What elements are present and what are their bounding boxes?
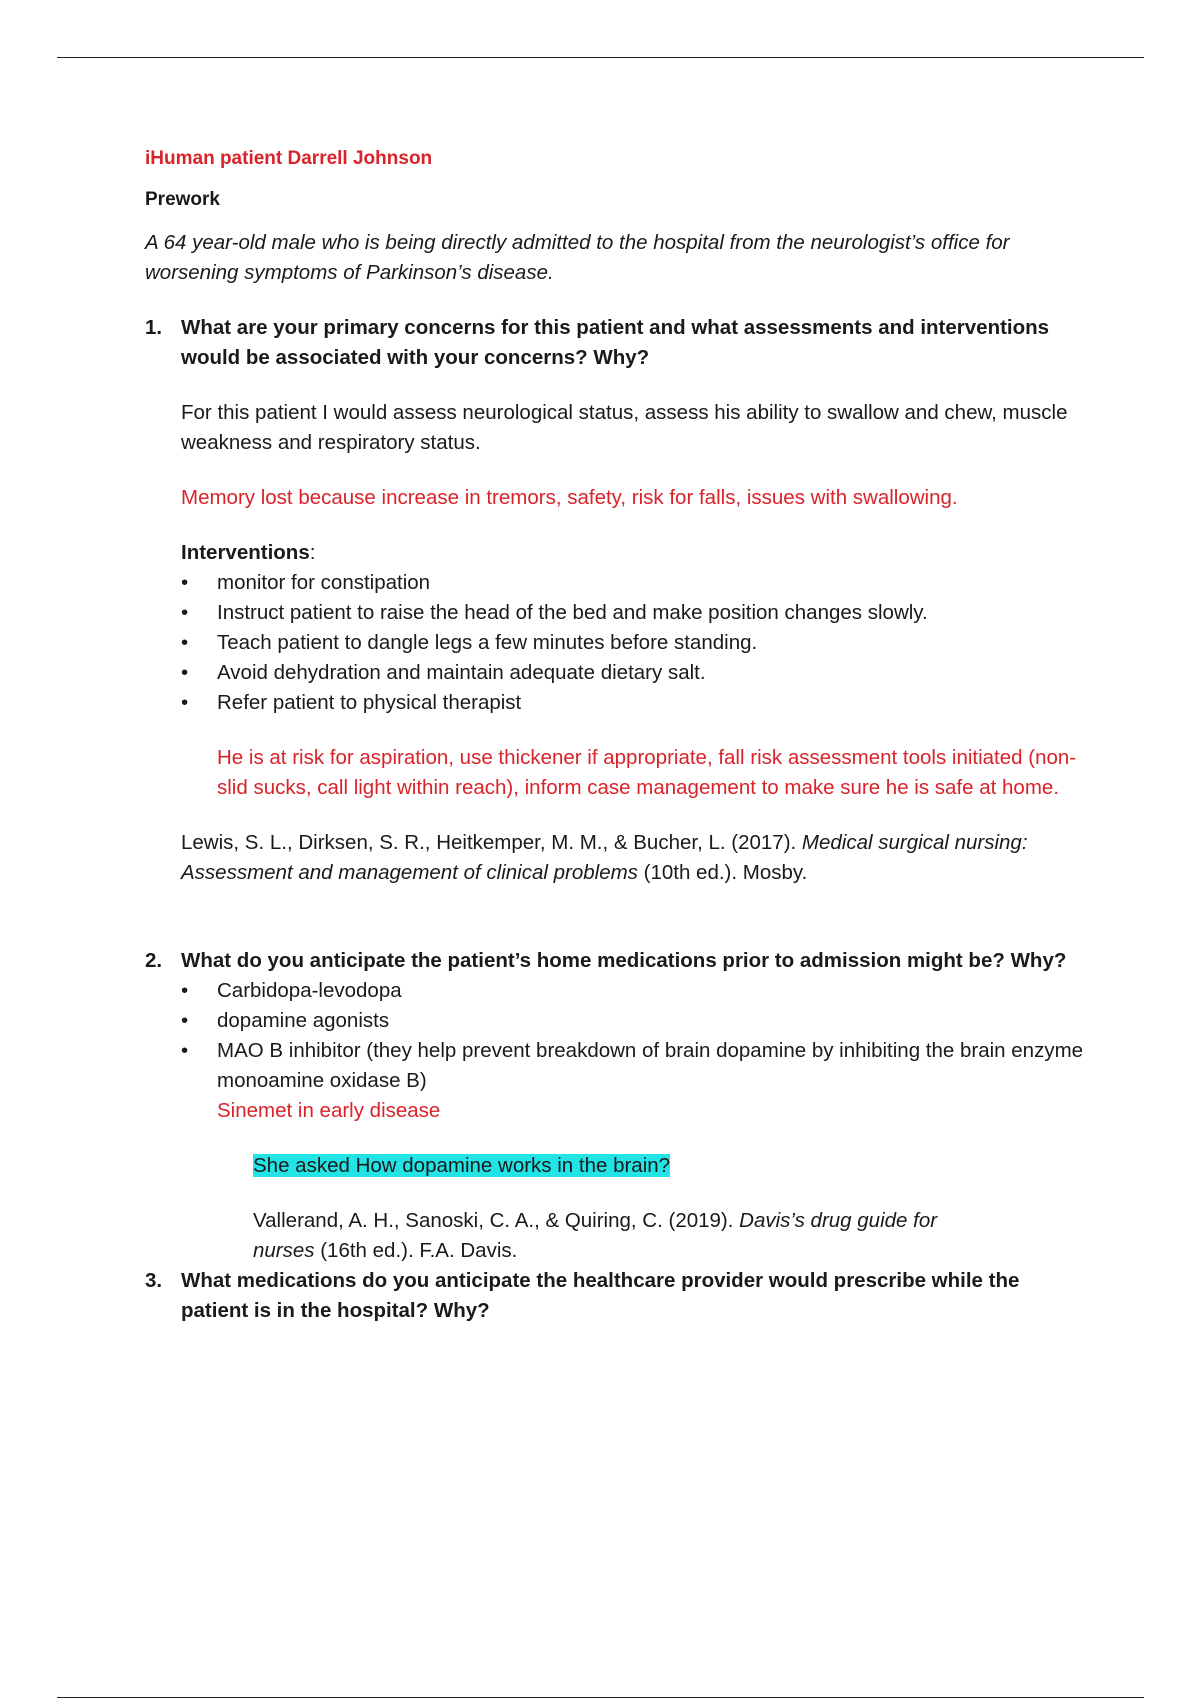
interventions-label: Interventions — [181, 541, 310, 564]
interventions-colon: : — [309, 541, 316, 564]
q1-ref-authors: Lewis, S. L., Dirksen, S. R., Heitkemper, M. M., & Bucher, L. (2017). — [181, 831, 802, 854]
doc-title: iHuman patient Darrell Johnson — [145, 148, 433, 169]
medications-list — [145, 976, 1085, 1096]
footer-rule — [57, 1697, 1144, 1698]
q1-ref-title: Medical surgical nursing: Assessment and management of clinical problems — [181, 831, 1028, 884]
question-1 — [145, 313, 1085, 373]
q2-reference — [145, 1206, 1085, 1266]
q2-ref-publisher: (16th ed.). F.A. Davis. — [314, 1239, 518, 1262]
highlighted-comment: She asked How dopamine works in the brain? — [253, 1154, 671, 1177]
list-item: • dopamine agonists — [217, 1006, 1085, 1036]
question-1-number: 1. — [145, 316, 163, 339]
q1-ref-publisher: (10th ed.). Mosby. — [637, 861, 808, 884]
q1-answer: For this patient I would assess neurological status, assess his ability to swallow and chew, muscle weakness and respiratory status. — [181, 401, 1068, 454]
question-2 — [145, 946, 1085, 976]
q1-feedback: Memory lost because increase in tremors, safety, risk for falls, issues with swallowing. — [181, 486, 958, 509]
doc-subtitle: Prework — [145, 189, 220, 210]
list-item: • monitor for constipation — [217, 568, 1085, 598]
q2-ref-authors: Vallerand, A. H., Sanoski, C. A., & Quiring, C. (2019). — [253, 1209, 740, 1232]
question-3 — [145, 1266, 1085, 1326]
interventions-heading — [181, 538, 1085, 568]
list-item: • MAO B inhibitor (they help prevent breakdown of brain dopamine by inhibiting the brain enzyme monoamine oxidase B) — [217, 1036, 1085, 1096]
question-2-number: 2. — [145, 949, 163, 972]
list-item: • Avoid dehydration and maintain adequate dietary salt. — [217, 658, 1085, 688]
q1-feedback-2: He is at risk for aspiration, use thickener if appropriate, fall risk assessment tools initiated (non-slid sucks, call light within reach), inform case management to make sure he is safe at home. — [217, 746, 1077, 799]
list-item: • Teach patient to dangle legs a few minutes before standing. — [217, 628, 1085, 658]
question-3-text: What medications do you anticipate the healthcare provider would prescribe while the patient is in the hospital? Why? — [181, 1269, 1020, 1322]
list-item: • Refer patient to physical therapist — [217, 688, 1085, 718]
list-item: • Carbidopa-levodopa — [217, 976, 1085, 1006]
doc-intro: A 64 year-old male who is being directly admitted to the hospital from the neurologist’s office for worsening symptoms of Parkinson’s disease. — [145, 231, 1010, 284]
question-1-text: What are your primary concerns for this patient and what assessments and interventions would be associated with your concerns? Why? — [181, 316, 1050, 369]
document-body — [145, 145, 1085, 1326]
header-rule — [57, 57, 1144, 58]
q1-reference — [145, 828, 1085, 888]
question-2-text: What do you anticipate the patient’s home medications prior to admission might be? Why? — [181, 949, 1067, 972]
q2-feedback: Sinemet in early disease — [217, 1099, 441, 1122]
q2-ref-title: Davis’s drug guide for nurses — [253, 1209, 938, 1262]
question-3-number: 3. — [145, 1269, 163, 1292]
list-item: • Instruct patient to raise the head of the bed and make position changes slowly. — [217, 598, 1085, 628]
interventions-list — [145, 568, 1085, 718]
